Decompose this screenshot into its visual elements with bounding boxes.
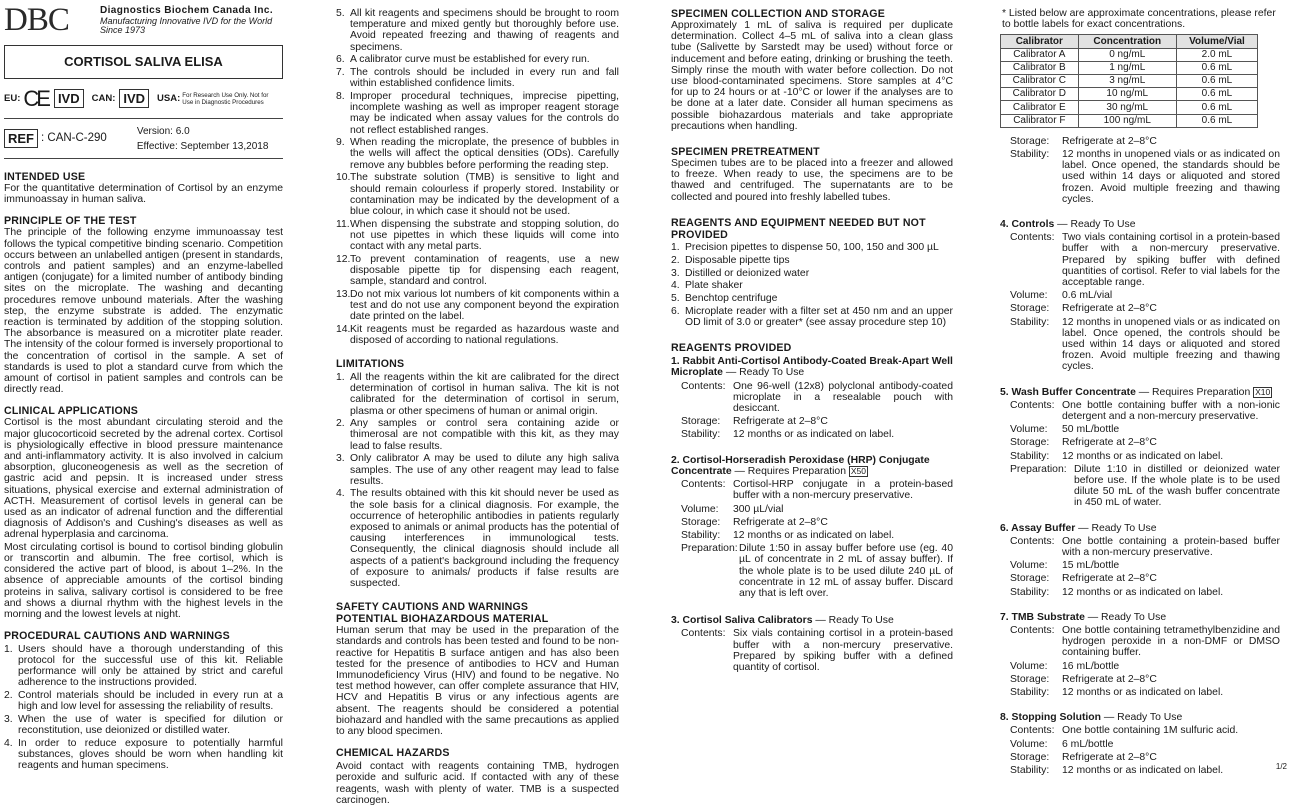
specimen-collection-heading: SPECIMEN COLLECTION AND STORAGE: [671, 8, 885, 20]
intended-use-text: For the quantitative determination of Cortisol by an enzyme immunoassay in human saliva.: [4, 183, 283, 206]
biohazard-subheading: POTENTIAL BIOHAZARDOUS MATERIAL: [336, 613, 549, 626]
list-item-number: 6.: [336, 54, 345, 66]
calibrator-footnote: * Listed below are approximate concentrations, please refer to bottle labels for exact concentrations.: [1002, 8, 1276, 31]
volume-label: Volume:: [1010, 660, 1048, 672]
reagent-5-volume: [1010, 424, 1280, 435]
eu-label: EU:: [4, 92, 21, 104]
volume-cell: 0.6 mL: [1176, 61, 1257, 74]
dilution-badge: X50: [850, 465, 866, 476]
contents-value: Cortisol-HRP conjugate in a protein-based buffer with a non-mercury preservative.: [733, 479, 953, 502]
list-item-number: 4.: [336, 488, 345, 500]
clinical-text-1: Cortisol is the most abundant circulating steroid and the major glucocorticoid secreted by the adrenal cortex. Cortisol is physiologically effective in blood pressure maintenance and anti-inflammatory activity. It is also involved in calcium absorption, gluconeogenesis as well as the secretion of gastric acid and pepsin. It is increased under stress situations, physical exercise and external administration of ACTH. Measurement of cortisol levels in general can be used as an indicator of adrenal function and the differential diagnosis of Addison's and Cushing's diseases as well as adrenal hyperplasia and carcinoma.: [4, 417, 283, 541]
stability-value: 12 months or as indicated on label.: [1062, 450, 1224, 462]
list-item-number: 3.: [336, 453, 345, 465]
column-1: [4, 0, 283, 771]
concentration-cell: 3 ng/mL: [1078, 74, 1176, 87]
volume-cell: 2.0 mL: [1176, 48, 1257, 61]
reagent-6-storage: [1010, 573, 1280, 584]
procedural-heading: PROCEDURAL CAUTIONS AND WARNINGS: [4, 630, 230, 643]
list-item: [336, 54, 619, 65]
calibrator-name-cell: Calibrator D: [1001, 88, 1079, 101]
reagent-4-title: [1000, 219, 1280, 230]
usa-label: USA:: [157, 92, 181, 104]
contents-label: Contents:: [681, 380, 726, 392]
specimen-pretreatment-text: Specimen tubes are to be placed into a freezer and allowed to freeze. When ready to use, the specimens are to be thawed and centrifuged. The supernatants are to be collected and poured into freshly labelled tubes.: [671, 158, 953, 203]
reagent-8-volume: [1010, 739, 1280, 750]
list-item-text: Any samples or control sera containing azide or thimerosal are not compatible with this kit, as they may lead to false results.: [350, 418, 619, 452]
reagent-2: [671, 455, 953, 599]
volume-label: Volume:: [1010, 738, 1048, 750]
reagent-4-name: 4. Controls: [1000, 218, 1055, 230]
chemical-section: [336, 747, 619, 806]
list-item: [671, 242, 953, 253]
principle-heading: PRINCIPLE OF THE TEST: [4, 215, 137, 228]
reagent-6: [1000, 523, 1280, 598]
ivd-badge-can: IVD: [119, 89, 149, 108]
list-item-text: When dispensing the substrate and stopping solution, do not use pipettes in which these liquids will come into contact with any metal parts.: [350, 218, 619, 253]
usa-note-line-1: For Research Use Only. Not for: [182, 91, 269, 99]
reagent-3-contents: [681, 628, 953, 673]
reagent-3-storage: [1010, 136, 1280, 147]
company-header: [4, 0, 283, 42]
list-item: [336, 372, 619, 417]
list-item: [671, 268, 953, 279]
stability-value: 12 months or as indicated on label.: [1062, 765, 1224, 777]
calibrator-row: [1001, 88, 1258, 101]
volume-label: Volume:: [681, 503, 719, 515]
company-info: [100, 0, 273, 36]
calibrator-table: [1000, 34, 1258, 127]
storage-label: Storage:: [1010, 437, 1050, 449]
volume-value: 6 mL/bottle: [1062, 738, 1114, 750]
list-item: [4, 690, 283, 712]
list-item-number: 3.: [4, 713, 13, 725]
equipment-heading: REAGENTS AND EQUIPMENT NEEDED BUT NOT PROVIDED: [671, 216, 926, 241]
usa-note-line-2: Use in Diagnostic Procedures: [182, 98, 264, 106]
procedural-list-part-2: [336, 8, 619, 346]
reagent-2-preparation: [681, 543, 953, 599]
list-item: [336, 324, 619, 346]
concentration-cell: 0 ng/mL: [1078, 48, 1176, 61]
list-item: [336, 488, 619, 589]
list-item-number: 13.: [336, 288, 351, 300]
company-tagline: Manufacturing Innovative IVD for the World: [100, 15, 273, 26]
reagent-7-name: 7. TMB Substrate: [1000, 611, 1085, 623]
safety-text: Human serum that may be used in the preparation of the standards and controls has been tested and found to be non-reactive for Hepatitis B surface antigen and has also been tested for the presence of antibodies to HCV and Human Immunodeficiency Virus (HIV) and found to be negative. No test method however, can offer complete assurance that HIV, HCV and Hepatitis B virus or any infectious agents are absent. The reagents should be considered a potential biohazard and handled with the same precautions as applied to any blood specimen.: [336, 625, 619, 738]
reagent-7-storage: [1010, 674, 1280, 685]
certification-row: [4, 79, 283, 119]
calibrator-row: [1001, 101, 1258, 114]
reagent-4-volume: [1010, 290, 1280, 301]
list-item-text: All kit reagents and specimens should be brought to room temperature and mixed gently but thoroughly before use. Avoid repeated freezing and thawing of reagents and specimens.: [350, 8, 619, 53]
list-item: [4, 644, 283, 689]
contents-label: Contents:: [1010, 232, 1055, 244]
list-item-number: 10.: [336, 172, 351, 184]
reagent-4-stability: [1010, 317, 1280, 373]
reagent-2-volume: [681, 504, 953, 515]
limitations-list: [336, 372, 619, 589]
list-item-number: 14.: [336, 323, 351, 335]
chemical-heading: CHEMICAL HAZARDS: [336, 747, 450, 760]
list-item-text: Kit reagents must be regarded as hazardous waste and disposed of according to national regulations.: [350, 323, 619, 347]
reagent-6-stability: [1010, 587, 1280, 598]
list-item-number: 8.: [336, 90, 345, 102]
principle-text: The principle of the following enzyme immunoassay test follows the typical competitive binding scenario. Competition occurs between an unlabelled antigen (present in standards, controls and patient samples) and an enzyme-labelled antigen (conjugate) for a limited number of antibody binding sites on the microplate. The washing and decanting procedures remove unbound materials. After the washing step, the enzyme substrate is added. The enzymatic reaction is terminated by addition of the stopping solution. The absorbance is measured on a microtiter plate reader. The intensity of the colour formed is inversely proportional to the concentration of cortisol in the sample. A set of standards is used to plot a standard curve from which the amount of cortisol in patient samples and controls can be directly read.: [4, 227, 283, 396]
list-item-number: 2.: [336, 418, 345, 430]
storage-value: Refrigerate at 2–8°C: [1062, 573, 1157, 585]
header-calibrator: Calibrator: [1001, 35, 1079, 48]
reagent-7-contents: [1010, 625, 1280, 659]
list-item-text: Control materials should be included in every run at a high and low level for assessing the reliability of results.: [18, 689, 283, 713]
safety-section: [336, 601, 619, 737]
ref-badge: REF: [4, 129, 38, 148]
preparation-label: Preparation:: [1010, 463, 1067, 475]
calibrator-row: [1001, 61, 1258, 74]
specimen-collection-section: [671, 8, 953, 132]
list-item-number: 9.: [336, 137, 345, 149]
reagent-8-name: 8. Stopping Solution: [1000, 712, 1102, 724]
page-number: 1/2: [1275, 761, 1287, 771]
volume-label: Volume:: [1010, 290, 1048, 302]
reagent-5: [1000, 387, 1280, 509]
reagent-1-title: [671, 356, 953, 378]
list-item-number: 2.: [671, 255, 680, 267]
list-item-number: 7.: [336, 67, 345, 79]
storage-label: Storage:: [1010, 673, 1050, 685]
list-item-number: 11.: [336, 218, 350, 230]
reagent-7-stability: [1010, 687, 1280, 698]
preparation-value: Dilute 1:10 in distilled or deionized water before use. If the whole plate is to be used dilute 50 mL of the wash buffer concentrate in 450 mL of water.: [1074, 463, 1280, 509]
list-item-number: 3.: [671, 267, 680, 279]
reagent-8-stability: [1010, 765, 1280, 776]
reagent-6-title: [1000, 523, 1280, 534]
clinical-heading: CLINICAL APPLICATIONS: [4, 405, 139, 418]
list-item: [336, 91, 619, 136]
contents-value: One bottle containing buffer with a non-ionic detergent and a non-mercury preservative.: [1062, 399, 1280, 422]
list-item-text: Distilled or deionized water: [685, 267, 810, 279]
reagent-4-status: — Ready To Use: [1057, 218, 1136, 230]
storage-label: Storage:: [681, 516, 721, 528]
clinical-section: [4, 405, 283, 620]
list-item-text: Disposable pipette tips: [685, 255, 790, 267]
calibrator-name-cell: Calibrator E: [1001, 101, 1079, 114]
reagent-4-contents: [1010, 232, 1280, 288]
contents-value: One 96-well (12x8) polyclonal antibody-coated microplate in a resealable pouch with desiccant.: [733, 380, 953, 415]
procedural-list-part-1: [4, 644, 283, 772]
column-4: [1000, 0, 1280, 776]
contents-label: Contents:: [1010, 625, 1055, 637]
list-item-text: A calibrator curve must be established for every run.: [350, 54, 590, 66]
reagent-2-name: 2. Cortisol-Horseradish Peroxidase (HRP) Conjugate Concentrate: [671, 454, 930, 477]
storage-label: Storage:: [681, 416, 721, 428]
list-item-number: 1.: [4, 643, 13, 655]
stability-label: Stability:: [1010, 765, 1050, 777]
stability-value: 12 months or as indicated on label.: [1062, 687, 1224, 699]
list-item: [4, 714, 283, 736]
reagent-1-contents: [681, 381, 953, 415]
preparation-label: Preparation:: [681, 543, 738, 555]
stability-label: Stability:: [1010, 450, 1050, 462]
storage-value: Refrigerate at 2–8°C: [733, 516, 828, 528]
volume-value: 16 mL/bottle: [1062, 660, 1120, 672]
stability-label: Stability:: [681, 429, 721, 441]
stability-label: Stability:: [1010, 148, 1050, 160]
principle-section: [4, 215, 283, 395]
calibrator-name-cell: Calibrator F: [1001, 114, 1079, 127]
reagent-5-title: [1000, 387, 1280, 398]
list-item: [336, 67, 619, 89]
list-item-text: Improper procedural techniques, imprecise pipetting, incomplete washing as well as improper reagent storage may be indicated when assay values for the controls do not reflect established ranges.: [350, 90, 619, 136]
volume-value: 0.6 mL/vial: [1062, 290, 1113, 302]
reagent-5-contents: [1010, 400, 1280, 422]
ce-mark-icon: CE: [23, 85, 48, 111]
reagent-1-stability: [681, 429, 953, 440]
reagent-1-name: 1. Rabbit Anti-Cortisol Antibody-Coated Break-Apart Well Microplate: [671, 356, 953, 379]
contents-label: Contents:: [1010, 725, 1055, 737]
column-2: [336, 0, 619, 806]
list-item: [336, 254, 619, 288]
volume-value: 15 mL/bottle: [1062, 560, 1120, 572]
reagent-2-title: [671, 455, 953, 477]
reference-row: [4, 119, 283, 159]
list-item-text: When the use of water is specified for dilution or reconstitution, use deionized or distilled water.: [18, 713, 283, 737]
contents-value: One bottle containing a protein-based buffer with a non-mercury preservative.: [1062, 535, 1280, 559]
reagent-5-status: — Requires Preparation: [1138, 386, 1251, 398]
chemical-text: Avoid contact with reagents containing TMB, hydrogen peroxide and sulfuric acid. If contacted with any of these reagents, wash with plenty of water. TMB is a suspected carcinogen.: [336, 761, 619, 806]
reagent-4: [1000, 219, 1280, 373]
storage-label: Storage:: [1010, 573, 1050, 585]
reagent-6-contents: [1010, 536, 1280, 558]
list-item-number: 2.: [4, 689, 13, 701]
list-item: [671, 255, 953, 266]
contents-label: Contents:: [681, 628, 726, 640]
list-item-text: Microplate reader with a filter set at 450 nm and an upper OD limit of 3.0 or greater* (see assay procedure step 10): [685, 305, 953, 329]
stability-value: 12 months in unopened vials or as indicated on label. Once opened, the controls should be used within 14 days or aliquoted and stored frozen. Avoid multiple freezing and thawing cycles.: [1062, 316, 1280, 373]
list-item-text: When reading the microplate, the presence of bubbles in the wells will affect the optical densities (ODs). Carefully remove any bubbles before performing the reading step.: [350, 137, 619, 171]
stability-value: 12 months or as indicated on label.: [1062, 586, 1224, 598]
volume-value: 50 mL/bottle: [1062, 424, 1120, 436]
list-item-text: Users should have a thorough understanding of this protocol for the successful use of this kit. Reliable performance will only be attained by strict and careful adherence to the instructions provided.: [18, 643, 283, 689]
company-name: Diagnostics Biochem Canada Inc.: [100, 5, 273, 16]
reagent-3-details: [1000, 136, 1280, 205]
reagent-7: [1000, 612, 1280, 698]
list-item-text: Plate shaker: [685, 280, 743, 292]
reagent-8-storage: [1010, 752, 1280, 763]
reagent-3-title: [671, 615, 953, 626]
storage-value: Refrigerate at 2–8°C: [1062, 751, 1157, 763]
contents-label: Contents:: [1010, 535, 1055, 547]
equipment-section: [671, 217, 953, 328]
reagent-5-storage: [1010, 437, 1280, 448]
volume-label: Volume:: [1010, 424, 1048, 436]
specimen-pretreatment-heading: SPECIMEN PRETREATMENT: [671, 146, 820, 159]
list-item-text: Do not mix various lot numbers of kit components within a test and do not use any component beyond the expiration date printed on the label.: [350, 288, 619, 323]
list-item-number: 12.: [336, 253, 351, 265]
concentration-cell: 30 ng/mL: [1078, 101, 1176, 114]
reagent-8-contents: [1010, 725, 1280, 736]
reagent-3-stability: [1010, 149, 1280, 205]
reagent-2-contents: [681, 479, 953, 501]
reagent-5-stability: [1010, 451, 1280, 462]
stability-value: 12 months in unopened vials or as indicated on label. Once opened, the standards should be used within 14 days or aliquoted and stored frozen. Avoid multiple freezing and thawing cycles.: [1062, 148, 1280, 205]
storage-value: Refrigerate at 2–8°C: [1062, 135, 1157, 147]
volume-value: 300 µL/vial: [733, 503, 784, 515]
reagent-4-storage: [1010, 303, 1280, 314]
volume-cell: 0.6 mL: [1176, 114, 1257, 127]
header-concentration: Concentration: [1078, 35, 1176, 48]
list-item-text: The substrate solution (TMB) is sensitive to light and should remain colourless if properly stored. Instability or contamination may be indicated by the development of a blue colour, in which case it should not be used.: [350, 172, 619, 217]
storage-label: Storage:: [1010, 135, 1050, 147]
reagent-6-name: 6. Assay Buffer: [1000, 522, 1076, 534]
list-item-number: 4.: [671, 280, 680, 292]
reagent-2-stability: [681, 530, 953, 541]
list-item: [336, 219, 619, 253]
ivd-badge-eu: IVD: [54, 89, 84, 108]
column-3: [671, 0, 953, 673]
header-volume: Volume/Vial: [1176, 35, 1257, 48]
volume-cell: 0.6 mL: [1176, 74, 1257, 87]
ref-code: : CAN-C-290: [41, 131, 107, 144]
reagents-heading: REAGENTS PROVIDED: [671, 342, 792, 355]
dbc-logo: DBC: [4, 2, 69, 38]
volume-cell: 0.6 mL: [1176, 88, 1257, 101]
concentration-cell: 1 ng/mL: [1078, 61, 1176, 74]
stability-label: Stability:: [1010, 687, 1050, 699]
reagent-5-name: 5. Wash Buffer Concentrate: [1000, 386, 1136, 398]
list-item-number: 1.: [671, 242, 680, 254]
storage-label: Storage:: [1010, 751, 1050, 763]
volume-label: Volume:: [1010, 560, 1048, 572]
storage-value: Refrigerate at 2–8°C: [1062, 437, 1157, 449]
clinical-text-2: Most circulating cortisol is bound to cortisol binding globulin or transcortin and albumin. The free cortisol, which is considered the active part of blood, is about 1–2%. In the absence of appreciable amounts of the cortisol binding proteins in saliva, salivary cortisol is considered to be free and shows a diurnal rhythm with the highest levels in the morning and the lowest levels at night.: [4, 541, 283, 620]
reagent-7-title: [1000, 612, 1280, 623]
volume-cell: 0.6 mL: [1176, 101, 1257, 114]
procedural-section: [4, 630, 283, 771]
reagent-3-name: 3. Cortisol Saliva Calibrators: [671, 615, 813, 627]
list-item-text: The controls should be included in every run and fall within established confidence limits.: [350, 67, 619, 90]
equipment-list: [671, 242, 953, 328]
storage-value: Refrigerate at 2–8°C: [1062, 673, 1157, 685]
list-item: [336, 8, 619, 53]
reagent-3: [671, 615, 953, 673]
concentration-cell: 10 ng/mL: [1078, 88, 1176, 101]
calibrator-row: [1001, 114, 1258, 127]
contents-label: Contents:: [681, 479, 726, 491]
contents-value: Six vials containing cortisol in a protein-based buffer with a non-mercury preservative. Prepared by spiking buffer with a defined quantity of cortisol.: [733, 628, 953, 673]
calibrator-row: [1001, 74, 1258, 87]
version-info: [137, 124, 269, 154]
stability-label: Stability:: [681, 529, 721, 541]
list-item-number: 5.: [336, 8, 345, 19]
concentration-cell: 100 ng/mL: [1078, 114, 1176, 127]
list-item: [671, 293, 953, 304]
storage-value: Refrigerate at 2–8°C: [1062, 303, 1157, 315]
list-item-number: 4.: [4, 737, 13, 749]
list-item-text: Benchtop centrifuge: [685, 293, 778, 305]
reagent-3-status: — Ready To Use: [815, 615, 894, 627]
list-item: [671, 306, 953, 328]
reagent-2-status: — Requires Preparation: [734, 465, 846, 477]
calibrator-name-cell: Calibrator A: [1001, 48, 1079, 61]
reagents-section: [671, 342, 953, 673]
limitations-heading: LIMITATIONS: [336, 358, 405, 371]
reagent-8-status: — Ready To Use: [1103, 712, 1183, 724]
calibrator-name-cell: Calibrator C: [1001, 74, 1079, 87]
stability-label: Stability:: [1010, 586, 1050, 598]
list-item: [336, 453, 619, 487]
company-since: Since 1973: [100, 25, 146, 35]
list-item-text: Precision pipettes to dispense 50, 100, 150 and 300 µL: [685, 242, 939, 254]
version-number: Version: 6.0: [136, 125, 190, 137]
list-item-text: In order to reduce exposure to potentially harmful substances, gloves should be worn when handling kit reagents and human specimens.: [18, 737, 283, 772]
list-item: [336, 137, 619, 171]
stability-label: Stability:: [1010, 316, 1050, 328]
reagent-8: [1000, 712, 1280, 776]
specimen-pretreatment-section: [671, 146, 953, 203]
list-item-number: 1.: [336, 371, 345, 383]
specimen-collection-text: Approximately 1 mL of saliva is required per duplicate determination. Collect 4–5 mL of saliva into a clean glass tube (Salivette by Sarstedt may be used) without force or inducement and before eating, drinking or brushing the teeth. Simply rinse the mouth with water before collection. Do not use blood-contaminated specimens. Store samples at 4°C for up to 24 hours or at -10°C or lower if the analyses are to be done at a later date. Consider all human specimens as possible biohazardous materials and take appropriate precautions when handling.: [671, 20, 953, 132]
list-item-number: 5.: [671, 293, 680, 305]
list-item-text: Only calibrator A may be used to dilute any high saliva samples. The use of any other reagent may lead to false results.: [350, 453, 619, 487]
contents-value: One bottle containing 1M sulfuric acid.: [1062, 725, 1239, 737]
reagent-6-volume: [1010, 560, 1280, 571]
contents-label: Contents:: [1010, 399, 1055, 411]
usa-note: [182, 92, 268, 106]
list-item: [336, 418, 619, 452]
list-item: [671, 280, 953, 291]
reagent-1: [671, 356, 953, 440]
can-label: CAN:: [91, 92, 116, 104]
reagent-7-status: — Ready To Use: [1087, 611, 1167, 623]
list-item-number: 6.: [671, 305, 680, 317]
preparation-value: Dilute 1:50 in assay buffer before use (eg. 40 µL of concentrate in 2 mL of assay buffer). If the whole plate is to be used dilute 240 µL of concentrate in 12 mL of assay buffer. Discard any that is left over.: [739, 543, 953, 599]
reagent-2-storage: [681, 517, 953, 528]
reagent-8-title: [1000, 712, 1280, 723]
document-title: CORTISOL SALIVA ELISA: [4, 45, 283, 79]
calibrator-table-header: [1001, 35, 1258, 48]
list-item-text: To prevent contamination of reagents, use a new disposable pipette tip for dispensing each reagent, sample, standard and control.: [350, 253, 619, 288]
list-item: [4, 738, 283, 772]
reagent-6-status: — Ready To Use: [1078, 522, 1157, 534]
stability-value: 12 months or as indicated on label.: [733, 529, 895, 541]
storage-label: Storage:: [1010, 303, 1050, 315]
reagent-5-preparation: [1010, 464, 1280, 509]
intended-use-section: [4, 171, 283, 205]
reagent-1-status: — Ready To Use: [725, 367, 805, 379]
calibrator-name-cell: Calibrator B: [1001, 61, 1079, 74]
calibrator-row: [1001, 48, 1258, 61]
dilution-badge: X10: [1255, 386, 1271, 397]
storage-value: Refrigerate at 2–8°C: [733, 416, 828, 428]
limitations-section: [336, 358, 619, 589]
list-item: [336, 289, 619, 323]
reagent-7-volume: [1010, 661, 1280, 672]
reagent-1-storage: [681, 416, 953, 427]
list-item-text: The results obtained with this kit should never be used as the sole basis for a clinical diagnosis. For example, the occurrence of heterophilic antibodies in patients regularly exposed to animals or animal products has the potential of causing interferences in immunological tests. Consequently, the clinical diagnosis should include all aspects of a patient's background including the frequency of exposure to animals/ products if false results are suspected.: [350, 488, 619, 590]
list-item-text: All the reagents within the kit are calibrated for the direct determination of cortisol in human saliva. The kit is not calibrated for the determination of cortisol in serum, plasma or other specimens of human or animal origin.: [350, 371, 619, 417]
intended-use-heading: INTENDED USE: [4, 171, 86, 183]
stability-value: 12 months or as indicated on label.: [733, 429, 895, 441]
safety-heading: SAFETY CAUTIONS AND WARNINGS: [336, 601, 529, 614]
contents-value: Two vials containing cortisol in a protein-based buffer with a non-mercury preservative. Prepared by spiking buffer with defined quantities of cortisol. Refer to vial labels for the acceptable range.: [1062, 232, 1280, 288]
contents-value: One bottle containing tetramethylbenzidine and hydrogen peroxide in a non-DMF or DMSO containing buffer.: [1062, 625, 1280, 659]
list-item: [336, 172, 619, 217]
effective-date: Effective: September 13,2018: [136, 140, 269, 152]
